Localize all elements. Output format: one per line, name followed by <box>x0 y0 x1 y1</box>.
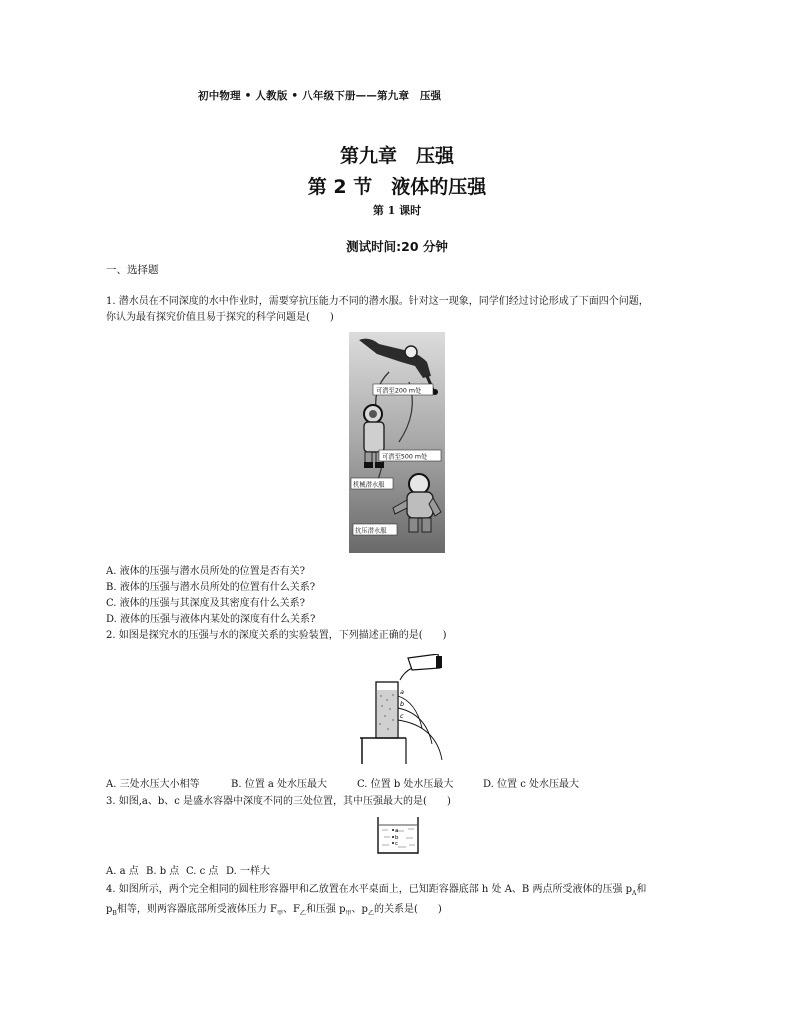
q3-option-c: C. c 点 <box>186 866 219 877</box>
question-3-stem: 3. 如图,a、b、c 是盛水容器中深度不同的三处位置，其中压强最大的是( ) <box>106 796 451 807</box>
question-4-line1: 4. 如图所示，两个完全相同的圆柱形容器甲和乙放置在水平桌面上，已知距容器底部 h 处 A、B 两点所受液体的压强 $p_A$和 <box>106 884 647 897</box>
section-title: 第 2 节 液体的压强 <box>307 176 487 198</box>
question-1-stem-line1: 1. 潜水员在不同深度的水中作业时，需要穿抗压能力不同的潜水服。针对这一现象，同学们经过讨论形成了下面四个问题， <box>106 296 649 307</box>
point-c-label: c <box>395 841 399 847</box>
question-2-options <box>106 777 579 793</box>
label-c: c <box>400 712 404 720</box>
test-time: 测试时间:20 分钟 <box>346 239 448 254</box>
water-jet-apparatus <box>360 654 452 764</box>
container-with-points <box>376 815 420 855</box>
label-500m: 可潜至500 m处 <box>382 453 428 461</box>
q2-option-b: B. 位置 a 处水压最大 <box>231 779 328 790</box>
water-jet-figure <box>360 654 452 764</box>
question-1 <box>106 294 706 326</box>
lesson-title: 第 1 课时 <box>372 204 422 217</box>
point-b-label: b <box>395 835 399 841</box>
q3-option-a: A. a 点 <box>106 866 139 877</box>
question-4-line2: $p_B$相等，则两容器底部所受液体压力 $F_甲$、$F_乙$和压强 $p_甲$、$p_乙$的关系是( ) <box>106 904 442 917</box>
q1-option-c: C. 液体的压强与其深度及其密度有什么关系? <box>106 598 306 609</box>
question-4-stem <box>106 882 726 922</box>
q2-option-d: D. 位置 c 处水压最大 <box>483 779 579 790</box>
question-section-title: 一、选择题 <box>106 264 159 276</box>
q3-option-b: B. b 点 <box>146 866 180 877</box>
label-a: a <box>400 688 404 696</box>
q1-option-a: A. 液体的压强与潜水员所处的位置是否有关? <box>106 566 305 577</box>
question-2-stem: 2. 如图是探究水的压强与水的深度关系的实验装置，下列描述正确的是( ) <box>106 630 447 641</box>
q1-option-b: B. 液体的压强与潜水员所处的位置有什么关系? <box>106 582 316 593</box>
q2-option-c: C. 位置 b 处水压最大 <box>357 779 454 790</box>
diver-figure <box>349 332 445 553</box>
question-3-options <box>106 864 270 880</box>
chapter-title: 第九章 压强 <box>339 145 454 167</box>
question-1-options <box>106 564 315 628</box>
q2-option-a: A. 三处水压大小相等 <box>106 779 200 790</box>
label-b: b <box>400 700 405 708</box>
question-1-stem-line2: 你认为最有探究价值且易于探究的科学问题是( ) <box>106 312 334 323</box>
diver-illustration <box>349 332 445 553</box>
point-a-label: a <box>395 828 399 834</box>
label-mechanical-suit: 机械潜水服 <box>353 481 385 489</box>
label-200m: 可潜至200 m处 <box>376 387 422 395</box>
q3-option-d: D. 一样大 <box>226 866 271 877</box>
water-container-figure <box>376 815 420 855</box>
q1-option-d: D. 液体的压强与液体内某处的深度有什么关系? <box>106 614 316 625</box>
label-pressure-suit: 抗压潜水服 <box>355 527 387 535</box>
page-header: 初中物理 • 人教版 • 八年级下册——第九章 压强 <box>198 90 442 102</box>
